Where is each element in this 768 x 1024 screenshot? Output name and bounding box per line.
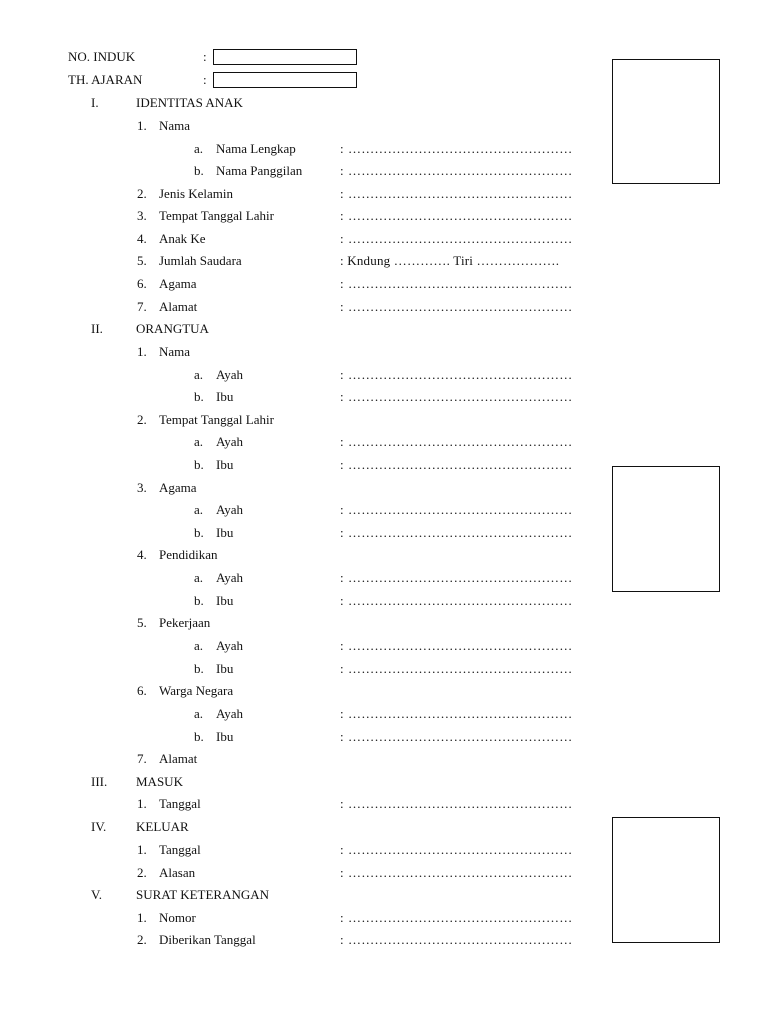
item-letter: a. [194, 570, 204, 585]
fill-colon: : [340, 796, 344, 811]
item-letter: a. [194, 367, 204, 382]
fill-colon: : [340, 910, 344, 925]
fill-line-warga-negara-ibu[interactable]: …………………………………………… [348, 729, 573, 744]
fill-line-nama-ayah[interactable]: …………………………………………… [348, 367, 573, 382]
label-warga-negara: Warga Negara [159, 683, 234, 698]
item-number: 1. [137, 842, 147, 857]
item-number: 6. [137, 276, 147, 291]
item-number: 2. [137, 186, 147, 201]
fill-colon: : [340, 865, 344, 880]
label-ibu: Ibu [216, 661, 234, 676]
fill-colon: : [340, 525, 344, 540]
section-title-keluar: KELUAR [136, 819, 189, 834]
item-letter: b. [194, 389, 204, 404]
section-numeral: I. [91, 95, 99, 110]
label-jenis-kelamin: Jenis Kelamin [159, 186, 234, 201]
label-tanggal-keluar: Tanggal [159, 842, 201, 857]
label-ibu: Ibu [216, 729, 234, 744]
item-number: 5. [137, 253, 147, 268]
fill-line-nomor[interactable]: …………………………………………… [348, 910, 573, 925]
fill-colon: : [340, 141, 344, 156]
fill-line-anak-ke[interactable]: …………………………………………… [348, 231, 573, 246]
item-number: 4. [137, 547, 147, 562]
item-number: 1. [137, 796, 147, 811]
label-ibu: Ibu [216, 525, 234, 540]
label-ayah: Ayah [216, 638, 243, 653]
fill-line-pekerjaan-ibu[interactable]: …………………………………………… [348, 661, 573, 676]
fill-line-alamat[interactable]: …………………………………………… [348, 299, 573, 314]
fill-line-nama-panggilan[interactable]: …………………………………………… [348, 163, 573, 178]
item-letter: b. [194, 525, 204, 540]
item-letter: a. [194, 141, 204, 156]
fill-line-warga-negara-ayah[interactable]: …………………………………………… [348, 706, 573, 721]
item-letter: a. [194, 706, 204, 721]
fill-line-pendidikan-ibu[interactable]: …………………………………………… [348, 593, 573, 608]
fill-line-nama-ibu[interactable]: …………………………………………… [348, 389, 573, 404]
no-induk-colon: : [203, 49, 207, 64]
fill-line-tanggal-keluar[interactable]: …………………………………………… [348, 842, 573, 857]
section-numeral: III. [91, 774, 108, 789]
fill-colon: : [340, 842, 344, 857]
fill-colon: : [340, 208, 344, 223]
label-ayah: Ayah [216, 434, 243, 449]
fill-colon: : [340, 276, 344, 291]
label-nama-panggilan: Nama Panggilan [216, 163, 303, 178]
label-alamat: Alamat [159, 299, 198, 314]
fill-colon: : [340, 389, 344, 404]
label-tanggal-masuk: Tanggal [159, 796, 201, 811]
fill-colon: : [340, 593, 344, 608]
fill-line-ttl[interactable]: …………………………………………… [348, 208, 573, 223]
item-number: 2. [137, 932, 147, 947]
item-letter: b. [194, 593, 204, 608]
label-anak-ke: Anak Ke [159, 231, 206, 246]
fill-colon: : [340, 186, 344, 201]
photo-box-student [612, 59, 720, 184]
fill-line-pendidikan-ayah[interactable]: …………………………………………… [348, 570, 573, 585]
item-number: 5. [137, 615, 147, 630]
section-title-masuk: MASUK [136, 774, 183, 789]
fill-line-agama[interactable]: …………………………………………… [348, 276, 573, 291]
photo-box-exit [612, 817, 720, 943]
fill-colon: : [340, 434, 344, 449]
item-letter: b. [194, 163, 204, 178]
section-title-orangtua: ORANGTUA [136, 321, 209, 336]
section-numeral: II. [91, 321, 103, 336]
item-letter: b. [194, 457, 204, 472]
fill-colon: : [340, 367, 344, 382]
item-letter: a. [194, 638, 204, 653]
item-number: 6. [137, 683, 147, 698]
label-alasan: Alasan [159, 865, 196, 880]
photo-box-parent [612, 466, 720, 592]
label-nomor: Nomor [159, 910, 196, 925]
label-ayah: Ayah [216, 570, 243, 585]
label-ayah: Ayah [216, 367, 243, 382]
section-title-surat: SURAT KETERANGAN [136, 887, 270, 902]
fill-colon: : [340, 706, 344, 721]
item-number: 1. [137, 344, 147, 359]
fill-line-pekerjaan-ayah[interactable]: …………………………………………… [348, 638, 573, 653]
label-alamat-orangtua: Alamat [159, 751, 198, 766]
fill-colon: : [340, 502, 344, 517]
label-agama-orangtua: Agama [159, 480, 197, 495]
label-ayah: Ayah [216, 706, 243, 721]
label-ayah: Ayah [216, 502, 243, 517]
section-title-identitas: IDENTITAS ANAK [136, 95, 243, 110]
fill-line-nama-lengkap[interactable]: …………………………………………… [348, 141, 573, 156]
label-agama: Agama [159, 276, 197, 291]
fill-colon: : [340, 729, 344, 744]
label-jumlah-saudara: Jumlah Saudara [159, 253, 242, 268]
label-pendidikan: Pendidikan [159, 547, 218, 562]
fill-colon: : [340, 638, 344, 653]
label-nama: Nama [159, 118, 191, 133]
th-ajaran-label: TH. AJARAN [68, 72, 143, 87]
fill-line-jumlah-saudara[interactable]: : Kndung …………. Tiri ………………. [340, 253, 560, 268]
item-letter: a. [194, 434, 204, 449]
item-number: 2. [137, 412, 147, 427]
section-numeral: V. [91, 887, 102, 902]
fill-colon: : [340, 661, 344, 676]
label-nama-orangtua: Nama [159, 344, 191, 359]
th-ajaran-colon: : [203, 72, 207, 87]
item-letter: a. [194, 502, 204, 517]
label-ttl-orangtua: Tempat Tanggal Lahir [159, 412, 274, 427]
fill-line-agama-ayah[interactable]: …………………………………………… [348, 502, 573, 517]
label-nama-lengkap: Nama Lengkap [216, 141, 296, 156]
item-number: 7. [137, 299, 147, 314]
fill-colon: : [340, 570, 344, 585]
item-number: 7. [137, 751, 147, 766]
item-letter: b. [194, 661, 204, 676]
fill-line-ttl-ibu[interactable]: …………………………………………… [348, 457, 573, 472]
th-ajaran-box[interactable] [213, 72, 357, 88]
item-number: 1. [137, 118, 147, 133]
fill-line-agama-ibu[interactable]: …………………………………………… [348, 525, 573, 540]
label-ttl: Tempat Tanggal Lahir [159, 208, 274, 223]
label-ibu: Ibu [216, 457, 234, 472]
item-number: 3. [137, 208, 147, 223]
item-number: 1. [137, 910, 147, 925]
fill-colon: : [340, 231, 344, 246]
item-number: 2. [137, 865, 147, 880]
item-number: 4. [137, 231, 147, 246]
label-pekerjaan: Pekerjaan [159, 615, 211, 630]
label-diberikan-tanggal: Diberikan Tanggal [159, 932, 256, 947]
fill-line-jenis-kelamin[interactable]: …………………………………………… [348, 186, 573, 201]
fill-colon: : [340, 163, 344, 178]
fill-colon: : [340, 457, 344, 472]
fill-line-tanggal-masuk[interactable]: …………………………………………… [348, 796, 573, 811]
fill-line-diberikan-tanggal[interactable]: …………………………………………… [348, 932, 573, 947]
item-letter: b. [194, 729, 204, 744]
label-ibu: Ibu [216, 389, 234, 404]
fill-colon: : [340, 932, 344, 947]
fill-colon: : [340, 299, 344, 314]
fill-line-alasan[interactable]: …………………………………………… [348, 865, 573, 880]
section-numeral: IV. [91, 819, 107, 834]
no-induk-box[interactable] [213, 49, 357, 65]
label-ibu: Ibu [216, 593, 234, 608]
item-number: 3. [137, 480, 147, 495]
no-induk-label: NO. INDUK [68, 49, 136, 64]
fill-line-ttl-ayah[interactable]: …………………………………………… [348, 434, 573, 449]
